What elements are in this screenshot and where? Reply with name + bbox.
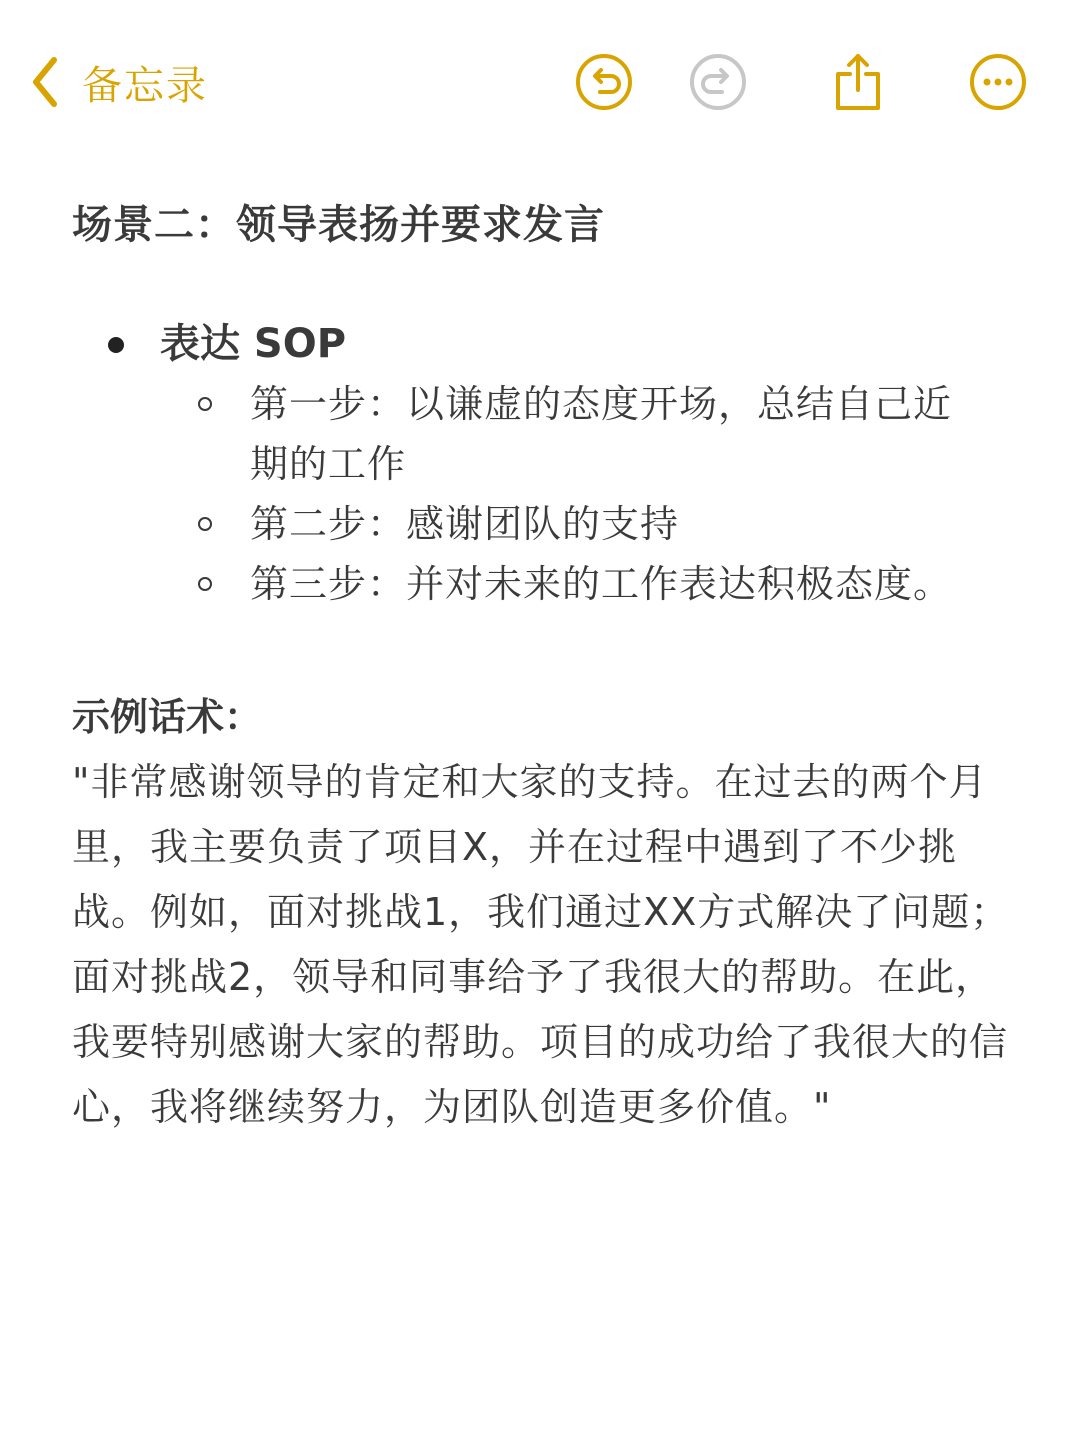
bullet-item [72,314,1022,374]
example-label: 示例话术： [72,695,263,739]
step-text: 第一步：以谦虚的态度开场，总结自己近期的工作 [250,382,953,486]
example-text: "非常感谢领导的肯定和大家的支持。在过去的两个月里，我主要负责了项目X，并在过程中遇到了不少挑战。例如，面对挑战1，我们通过XX方式解决了问题；面对挑战2，领导和同事给予了我很大的帮助。在此，我要特别感谢大家的帮助。项目的成功给了我很大的信心，我将继续努力，为团队创造更多价值。" [72,760,1010,1129]
back-label: 备忘录 [82,62,208,109]
step-list [72,374,1022,614]
undo-button[interactable] [574,52,634,112]
hollow-circle-icon [198,577,212,591]
step-item [72,374,1022,494]
bullet-dot-icon [108,337,124,353]
hollow-circle-icon [198,397,212,411]
bullet-label: 表达 SOP [160,321,347,367]
redo-button[interactable] [688,52,748,112]
note-title: 场景二：领导表扬并要求发言 [72,202,605,248]
note-body[interactable] [72,190,1022,1140]
redo-icon [688,52,748,112]
step-text: 第二步：感谢团队的支持 [250,502,680,546]
undo-icon [574,52,634,112]
step-item [72,494,1022,554]
share-button[interactable] [828,52,888,112]
hollow-circle-icon [198,517,212,531]
more-button[interactable] [968,52,1028,112]
chevron-left-icon [30,56,60,108]
step-text: 第三步：并对未来的工作表达积极态度。 [250,562,953,606]
share-icon [828,52,888,112]
back-button[interactable] [30,52,208,112]
step-item [72,554,1022,614]
navigation-bar [0,0,1080,160]
more-icon [968,52,1028,112]
